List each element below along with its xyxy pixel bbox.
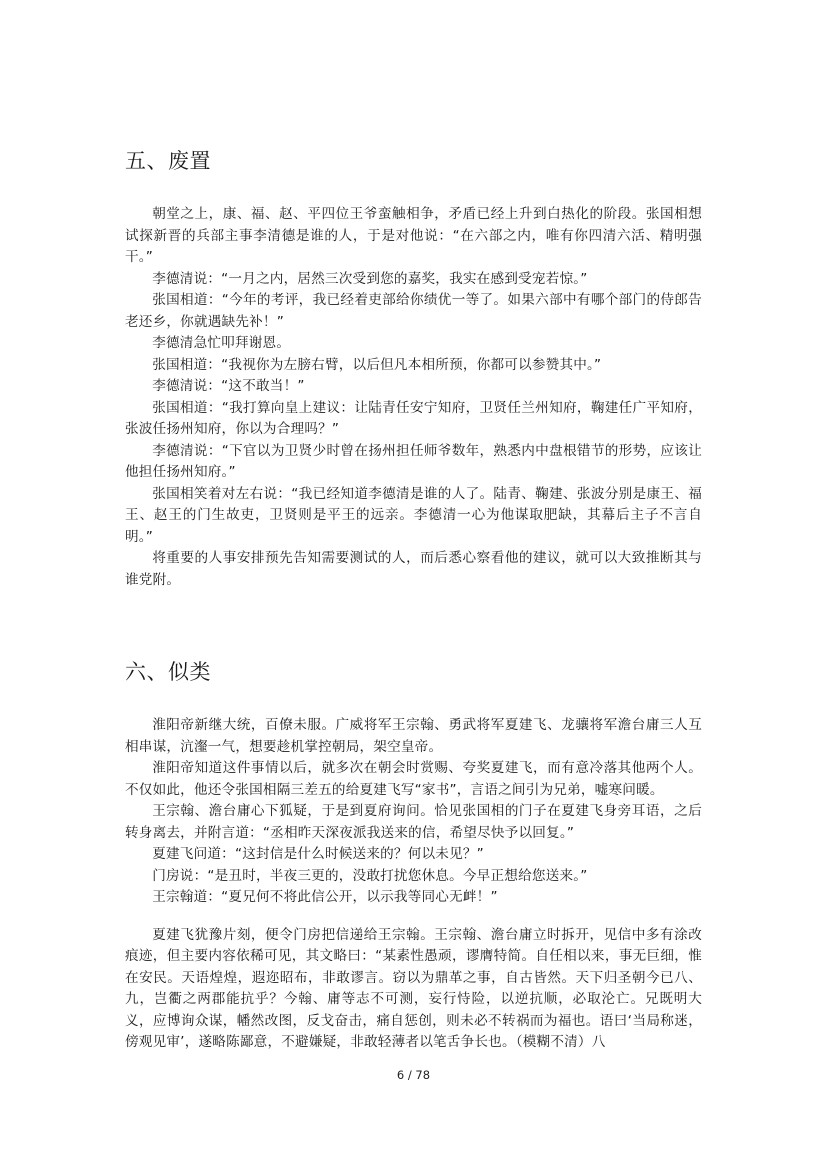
section-five xyxy=(125,146,702,591)
paragraph: 李德清说：“一月之内，居然三次受到您的嘉奖，我实在感到受宠若惊。” xyxy=(152,270,588,287)
section-six xyxy=(125,657,702,1054)
section-heading: 六、似类 xyxy=(125,660,211,684)
paragraph: 夏建飞犹豫片刻，便令门房把信递给王宗翰。王宗翰、澹台庸立时拆开，见信中多有涂改痕迹，但主要内容依稀可见，其文略曰：“某素性愚顽，谬膺特简。自任相以来，事无巨细，惟在安民。天语煌煌，遐迩昭布，非敢谬言。窃以为鼎革之事，自古皆然。天下归圣朝今已八、九，岂衢之两郡能抗乎？今翰、庸等志不可测，妄行恃险，以逆抗顺，必取沦亡。兄既明大义，应博询众谋，幡然改图，反戈奋击，痛自惩创，则未必不转祸而为福也。语曰‘当局称迷，傍观见审’，遂略陈鄙意，不避嫌疑，非敢轻薄者以笔舌争长也。（模糊不清）八 xyxy=(125,926,702,1050)
paragraph: 淮阳帝知道这件事情以后，就多次在朝会时赏赐、夸奖夏建飞，而有意冷落其他两个人。不仅如此，他还令张国相隔三差五的给夏建飞写“家书”，言语之间引为兄弟，嘘寒问暖。 xyxy=(125,760,702,798)
paragraph: 张国相道：“我打算向皇上建议：让陆青任安宁知府，卫贤任兰州知府，鞠建任广平知府，张波任扬州知府，你以为合理吗？” xyxy=(125,399,702,437)
paragraph: 张国相道：“我视你为左膀右臂，以后但凡本相所预，你都可以参赞其中。” xyxy=(152,356,602,373)
paragraph: 门房说：“是丑时，半夜三更的，没敢打扰您休息。今早正想给您送来。” xyxy=(152,867,588,884)
section-heading: 五、废置 xyxy=(125,149,211,173)
paragraph: 王宗翰道：“夏兄何不将此信公开，以示我等同心无衅！” xyxy=(152,889,498,905)
page-number: 6 / 78 xyxy=(396,1068,431,1082)
paragraph: 李德清说：“下官以为卫贤少时曾在扬州担任师爷数年，熟悉内中盘根错节的形势，应该让他担任扬州知府。” xyxy=(125,442,702,480)
paragraph: 王宗翰、澹台庸心下狐疑，于是到夏府询问。恰见张国相的门子在夏建飞身旁耳语，之后转身离去，并附言道：“丞相昨天深夜派我送来的信，希望尽快予以回复。” xyxy=(125,803,702,841)
paragraph: 将重要的人事安排预先告知需要测试的人，而后悉心察看他的建议，就可以大致推断其与谁党附。 xyxy=(125,550,702,588)
paragraph: 张国相笑着对左右说：“我已经知道李德清是谁的人了。陆青、鞠建、张波分别是康王、福王、赵王的门生故吏，卫贤则是平王的远亲。李德清一心为他谋取肥缺，其幕后主子不言自明。” xyxy=(125,485,702,545)
paragraph: 朝堂之上，康、福、赵、平四位王爷蛮触相争，矛盾已经上升到白热化的阶段。张国相想试探新晋的兵部主事李清德是谁的人，于是对他说：“在六部之内，唯有你四清六活、精明强干。” xyxy=(125,206,702,265)
paragraph: 李德清急忙叩拜谢恩。 xyxy=(152,335,291,351)
paragraph: 淮阳帝新继大统，百僚未服。广威将军王宗翰、勇武将军夏建飞、龙骧将军澹台庸三人互相串谋，沆瀣一气，想要趁机掌控朝局，架空皇帝。 xyxy=(125,717,702,755)
paragraph: 李德清说：“这不敢当！” xyxy=(152,378,305,394)
paragraph-gap xyxy=(125,909,702,925)
paragraph: 张国相道：“今年的考评，我已经着吏部给你绩优一等了。如果六部中有哪个部门的侍郎告老还乡，你就遇缺先补！” xyxy=(125,292,702,330)
paragraph: 夏建飞问道：“这封信是什么时候送来的？何以未见？” xyxy=(152,846,484,862)
